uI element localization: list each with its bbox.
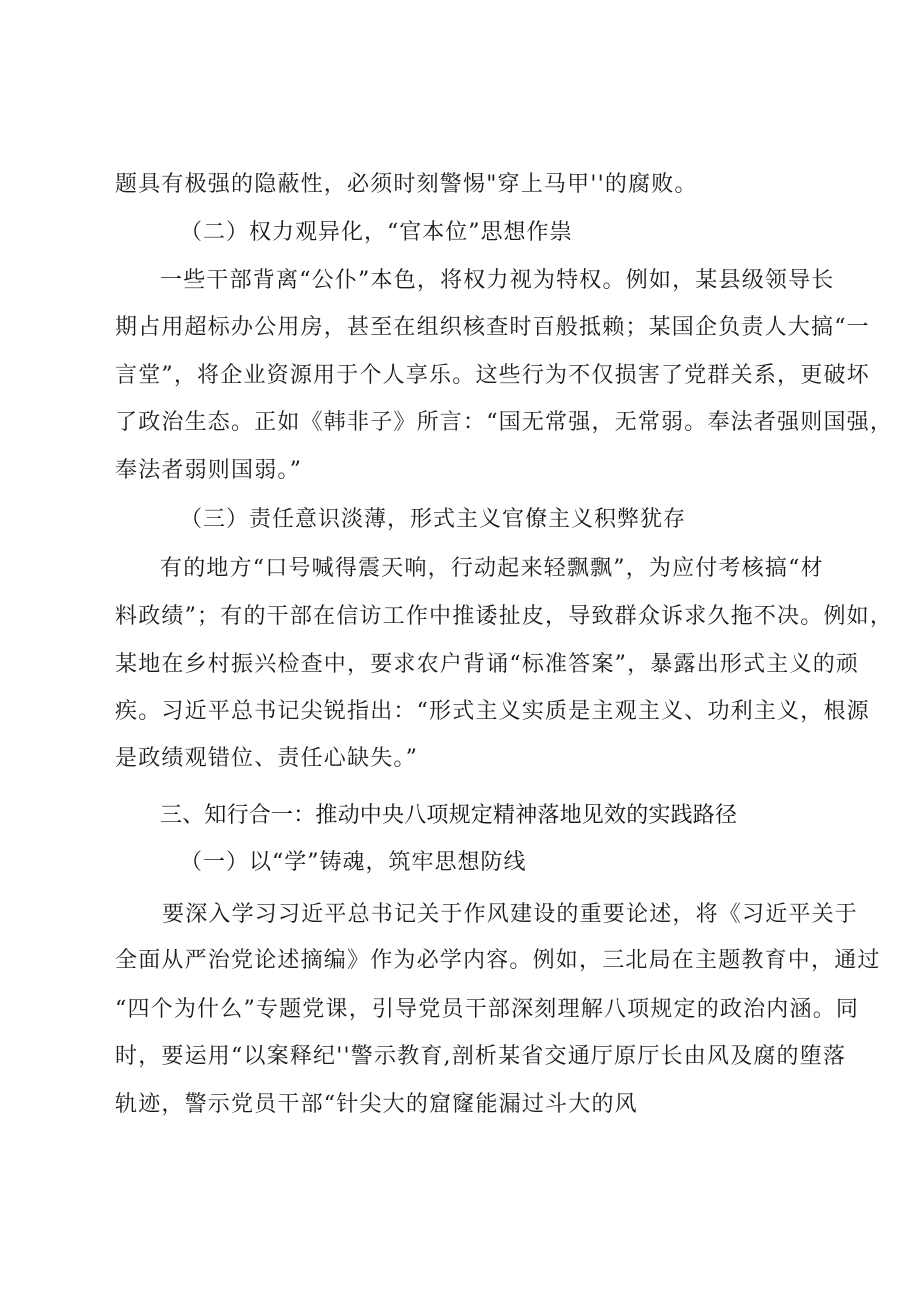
paragraph-line: 料政绩”；有的干部在信访工作中推诿扯皮，导致群众诉求久拖不决。例如， (115, 604, 894, 629)
paragraph-line: 有的地方“口号喊得震天响，行动起来轻飘飘”，为应付考核搞“材 (160, 556, 824, 581)
paragraph-line: 是政绩观错位、责任心缺失。” (115, 746, 419, 771)
paragraph-line: “四个为什么”专题党课，引导党员干部深刻理解八项规定的政治内涵。同 (115, 997, 860, 1022)
paragraph-line: 了政治生态。正如《韩非子》所言：“国无常强，无常弱。奉法者强则国强， (115, 410, 894, 435)
paragraph-line: 言堂”，将企业资源用于个人享乐。这些行为不仅损害了党群关系，更破坏 (115, 363, 870, 388)
paragraph-continuation-line-1: 题具有极强的隐蔽性，必须时刻警惕"穿上马甲''的腐败。 (115, 172, 698, 197)
subheading-1: （一）以“学”铸魂，筑牢思想防线 (180, 850, 527, 875)
paragraph-line: 疾。习近平总书记尖锐指出：“形式主义实质是主观主义、功利主义，根源 (115, 699, 870, 724)
subheading-3: （三）责任意识淡薄，形式主义官僚主义积弊犹存 (180, 507, 687, 532)
paragraph-line: 奉法者弱则国弱。” (115, 458, 303, 483)
paragraph-line: 全面从严治党论述摘编》作为必学内容。例如，三北局在主题教育中，通过 (115, 948, 881, 973)
subheading-2: （二）权力观异化，“官本位”思想作祟 (180, 220, 573, 245)
paragraph-line: 期占用超标办公用房，甚至在组织核查时百般抵赖；某国企负责人大搞“一 (115, 315, 870, 340)
paragraph-line: 一些干部背离“公仆”本色，将权力视为特权。例如，某县级领导长 (160, 268, 835, 293)
paragraph-line: 轨迹，警示党员干部“针尖大的窟窿能漏过斗大的风 (115, 1092, 638, 1117)
paragraph-line: 要深入学习习近平总书记关于作风建设的重要论述，将《习近平关于 (162, 902, 859, 927)
paragraph-line: 时，要运用“以案释纪''警示教育,剖析某省交通厅原厅长由风及腐的堕落 (115, 1044, 847, 1069)
paragraph-line: 某地在乡村振兴检查中，要求农户背诵“标准答案”，暴露出形式主义的顽 (115, 652, 860, 677)
section-heading-3: 三、知行合一：推动中央八项规定精神落地见效的实践路径 (160, 803, 738, 828)
